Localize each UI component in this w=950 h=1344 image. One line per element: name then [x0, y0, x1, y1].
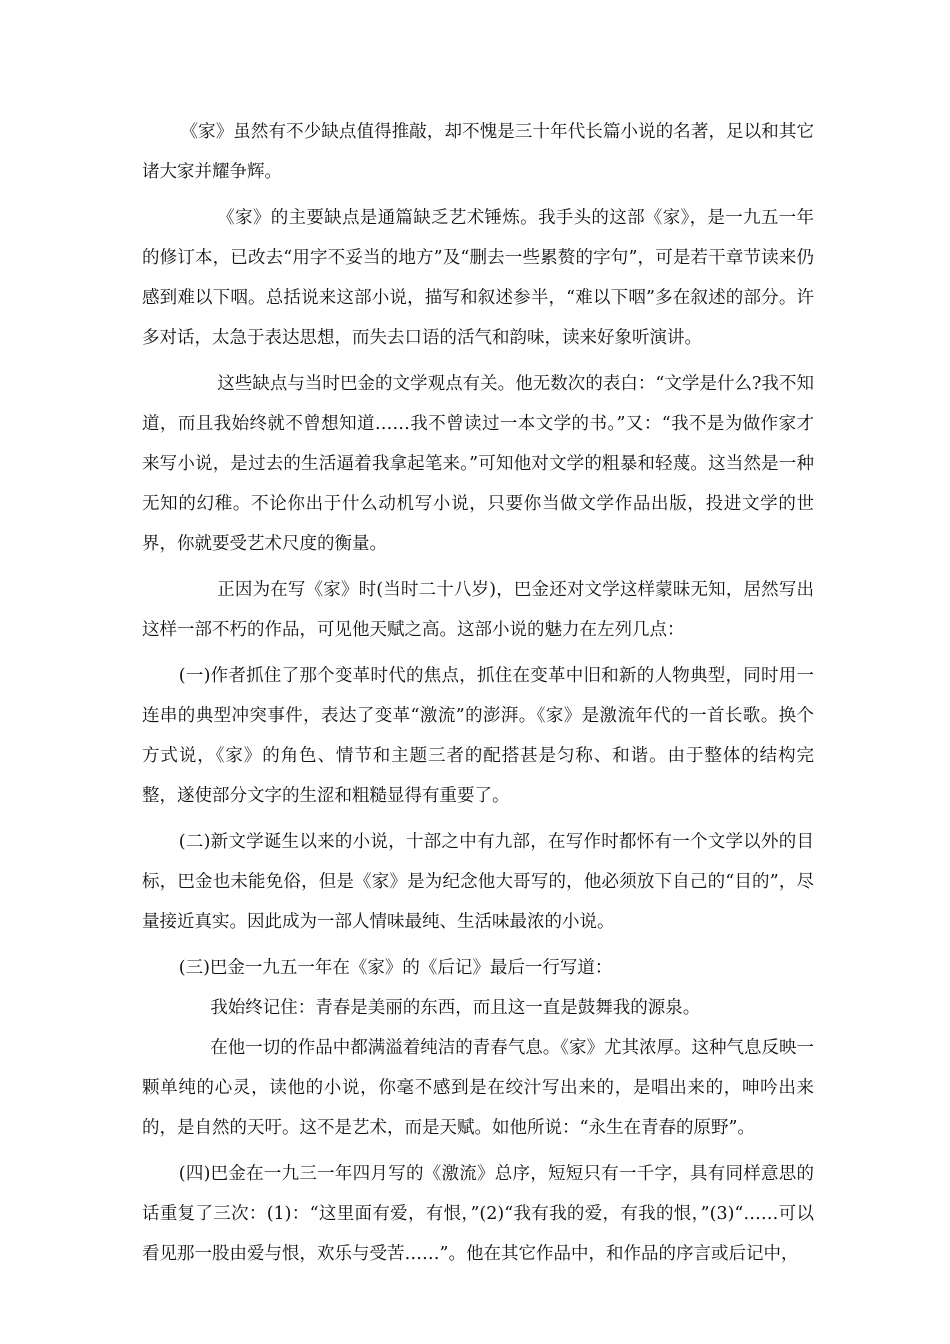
paragraph-point-two: (二)新文学诞生以来的小说，十部之中有九部，在写作时都怀有一个文学以外的目标，巴金也未能免俗，但是《家》是为纪念他大哥写的，他必须放下自己的“目的”，尽量接近真实。因此成为一部人情味最纯、生活味最浓的小说。	[142, 832, 814, 932]
paragraph-youth: 在他一切的作品中都满溢着纯洁的青春气息。《家》尤其浓厚。这种气息反映一颗单纯的心灵，读他的小说，你毫不感到是在绞汁写出来的，是唱出来的，呻吟出来的，是自然的天吁。这不是艺术，而是天赋。如他所说：“永生在青春的原野”。	[142, 1038, 814, 1138]
paragraph-talent: 正因为在写《家》时(当时二十八岁)，巴金还对文学这样蒙昧无知，居然写出这样一部不朽的作品，可见他天赋之高。这部小说的魅力在左列几点：	[142, 580, 814, 640]
paragraph-point-one: (一)作者抓住了那个变革时代的焦点，抓住在变革中旧和新的人物典型，同时用一连串的典型冲突事件，表达了变革“激流”的澎湃。《家》是激流年代的一首长歌。换个方式说，《家》的角色、情节和主题三者的配搭甚是匀称、和谐。由于整体的结构完整，遂使部分文字的生涩和粗糙显得有重要了。	[142, 666, 814, 806]
paragraph-point-three: (三)巴金一九五一年在《家》的《后记》最后一行写道：	[178, 958, 613, 978]
paragraph-point-four: (四)巴金在一九三一年四月写的《激流》总序，短短只有一千字，具有同样意思的话重复了三次：(1)：“这里面有爱，有恨，”(2)“我有我的爱，有我的恨，”(3)“……可以看见那一股由爱与恨，欢乐与受苦……”。他在其它作品中，和作品的序言或后记中，	[142, 1164, 814, 1264]
paragraph-quote: 我始终记住：青春是美丽的东西，而且这一直是鼓舞我的源泉。	[210, 998, 701, 1018]
paragraph-literary-view: 这些缺点与当时巴金的文学观点有关。他无数次的表白：“文学是什么?我不知道，而且我始终就不曾想知道……我不曾读过一本文学的书。”又：“我不是为做作家才来写小说，是过去的生活逼着我拿起笔来。”可知他对文学的粗暴和轻蔑。这当然是一种无知的幻稚。不论你出于什么动机写小说，只要你当做文学作品出版，投进文学的世界，你就要受艺术尺度的衡量。	[142, 374, 814, 554]
paragraph-intro: 《家》虽然有不少缺点值得推敲，却不愧是三十年代长篇小说的名著，足以和其它诸大家并耀争辉。	[142, 122, 814, 182]
document-body	[142, 112, 814, 1274]
paragraph-main-flaw: 《家》的主要缺点是通篇缺乏艺术锤炼。我手头的这部《家》，是一九五一年的修订本，已改去“用字不妥当的地方”及“删去一些累赘的字句”，可是若干章节读来仍感到难以下咽。总括说来这部小说，描写和叙述参半，“难以下咽”多在叙述的部分。许多对话，太急于表达思想，而失去口语的活气和韵味，读来好象听演讲。	[142, 208, 814, 348]
